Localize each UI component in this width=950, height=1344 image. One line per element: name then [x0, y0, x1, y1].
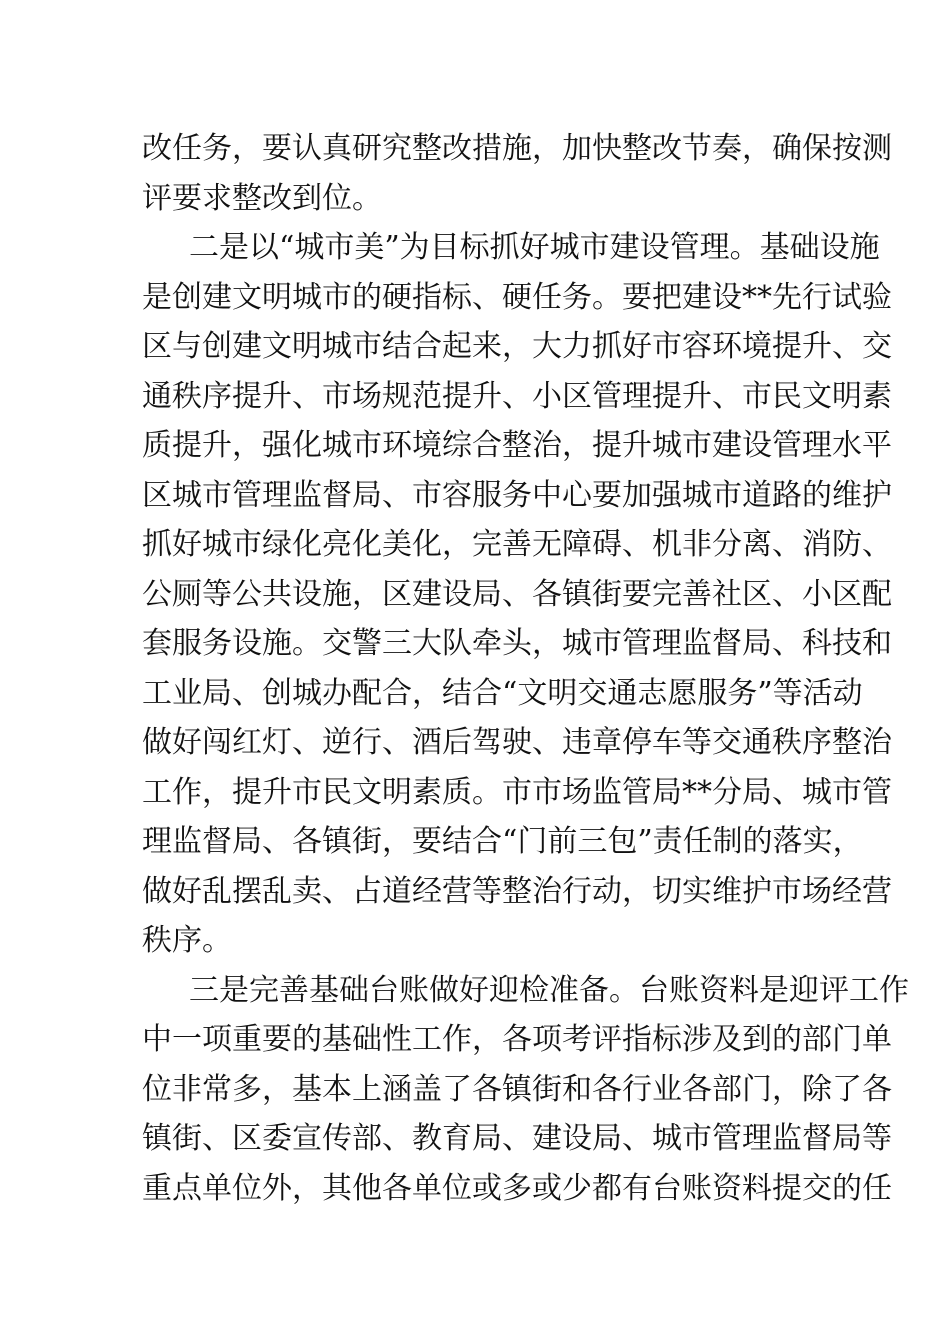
- text-line: 抓好城市绿化亮化美化，完善无障碍、机非分离、消防、: [142, 527, 892, 562]
- paragraph-2-first-line: 二是以“城市美”为目标抓好城市建设管理。基础设施: [189, 230, 880, 265]
- text-line: 中一项重要的基础性工作，各项考评指标涉及到的部门单: [142, 1022, 892, 1057]
- text-line: 重点单位外，其他各单位或多或少都有台账资料提交的任: [142, 1170, 892, 1206]
- text-line: 工作，提升市民文明素质。市市场监管局**分局、城市管: [142, 774, 892, 810]
- text-line: 公厕等公共设施，区建设局、各镇街要完善社区、小区配: [142, 576, 892, 612]
- document-body: [142, 124, 909, 1213]
- text-line: 位非常多，基本上涵盖了各镇街和各行业各部门，除了各: [142, 1071, 892, 1107]
- text-line: 做好乱摆乱卖、占道经营等整治行动，切实维护市场经营: [142, 873, 892, 909]
- text-line: 改任务，要认真研究整改措施，加快整改节奏，确保按测: [142, 131, 892, 166]
- text-line: 套服务设施。交警三大队牵头，城市管理监督局、科技和: [142, 626, 892, 661]
- text-line: 通秩序提升、市场规范提升、小区管理提升、市民文明素: [142, 378, 892, 414]
- text-line: 理监督局、各镇街，要结合“门前三包”责任制的落实，: [142, 824, 863, 859]
- paragraph-3-first-line: 三是完善基础台账做好迎检准备。台账资料是迎评工作: [189, 972, 909, 1008]
- text-line: 评要求整改到位。: [142, 180, 382, 216]
- text-line: 区城市管理监督局、市容服务中心要加强城市道路的维护: [142, 477, 892, 513]
- text-line: 工业局、创城办配合，结合“文明交通志愿服务”等活动: [142, 675, 863, 711]
- text-line: 质提升，强化城市环境综合整治，提升城市建设管理水平: [142, 428, 892, 463]
- text-line: 是创建文明城市的硬指标、硬任务。要把建设**先行试验: [142, 279, 892, 315]
- text-line: 镇街、区委宣传部、教育局、建设局、城市管理监督局等: [142, 1121, 892, 1156]
- text-line: 区与创建文明城市结合起来，大力抓好市容环境提升、交: [142, 329, 892, 364]
- text-line: 做好闯红灯、逆行、酒后驾驶、违章停车等交通秩序整治: [142, 725, 892, 760]
- text-line: 秩序。: [142, 923, 232, 958]
